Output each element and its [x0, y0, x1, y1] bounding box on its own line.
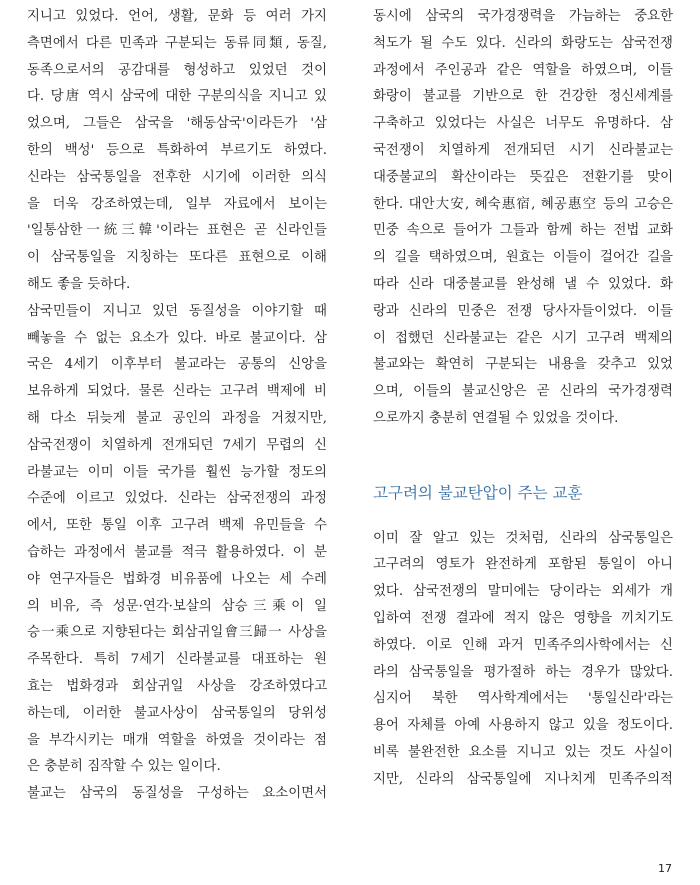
text-line: 효는 법화경과 회삼귀일 사상을 강조하였다고	[27, 678, 327, 694]
text-line: 해 다소 뒤늦게 불교 공인의 과정을 거쳤지만,	[27, 410, 327, 426]
text-line: 국전쟁이 치열하게 전개되던 시기 신라불교는	[373, 142, 673, 158]
text-line: 과정에서 주인공과 같은 역할을 하였으며, 이들	[373, 62, 673, 78]
text-line: '일통삼한一統三韓'이라는 표현은 곧 신라인들	[27, 223, 327, 239]
text-line: 지니고 있었다. 언어, 생활, 문화 등 여러 가지	[27, 9, 327, 24]
text-line: 의 비유, 즉 성문·연각·보살의 삼승三乘이 일	[27, 598, 327, 614]
text-line: 민중 속으로 들어가 그들과 함께 하는 전법 교화	[373, 223, 673, 239]
text-line: 국은 4세기 이후부터 불교라는 공통의 신앙을	[27, 357, 327, 373]
text-line: 심지어 북한 역사학계에서는 '통일신라'라는	[373, 691, 673, 707]
text-line: 랑과 신라의 민중은 전쟁 당사자들이었다. 이들	[373, 303, 673, 319]
text-line: 습하는 과정에서 불교를 적극 활용하였다. 이 분	[27, 544, 327, 560]
text-line: 따라 신라 대중불교를 완성해 낼 수 있었다. 화	[373, 276, 673, 292]
left-column	[27, 4, 327, 808]
text-line: 불교와는 확연히 구분되는 내용을 갖추고 있었	[373, 357, 673, 373]
text-line: 입하여 전쟁 결과에 적지 않은 영향을 끼치기도	[373, 610, 673, 626]
text-line: 라의 삼국통일을 평가절하 하는 경우가 많았다.	[373, 664, 673, 680]
text-line: 고구려의 영토가 완전하게 포함된 통일이 아니	[373, 557, 673, 573]
text-line: 빼놓을 수 없는 요소가 있다. 바로 불교이다. 삼	[27, 330, 327, 346]
section-heading: 고구려의 불교탄압이 주는 교훈	[373, 483, 583, 502]
text-line: 야 연구자들은 법화경 비유품에 나오는 세 수레	[27, 571, 327, 587]
right-column-text-top	[373, 4, 673, 433]
text-line: 이미 잘 알고 있는 것처럼, 신라의 삼국통일은	[373, 530, 673, 546]
text-line: 주목한다. 특히 7세기 신라불교를 대표하는 원	[27, 652, 327, 668]
text-line: 불교는 삼국의 동질성을 구성하는 요소이면서	[27, 786, 327, 802]
text-line: 측면에서 다른 민족과 구분되는 동류同類, 동질,	[27, 35, 327, 51]
text-line: 에서, 또한 통일 이후 고구려 백제 유민들을 수	[27, 518, 327, 534]
text-line: 지만, 신라의 삼국통일에 지나치게 민족주의적	[373, 771, 673, 787]
right-column-text-bottom	[373, 526, 673, 794]
text-line: 비록 불완전한 요소를 지니고 있는 것도 사실이	[373, 744, 673, 760]
text-line: 대중불교의 확산이라는 뜻깊은 전환기를 맞이	[373, 169, 673, 185]
text-line: 삼국전쟁이 치열하게 전개되던 7세기 무렵의 신	[27, 437, 327, 453]
text-line: 용어 자체를 아예 사용하지 않고 있을 정도이다.	[373, 718, 673, 734]
text-line: 이 접했던 신라불교는 같은 시기 고구려 백제의	[373, 330, 673, 346]
page-number: 17	[658, 862, 672, 875]
text-line: 척도가 될 수도 있다. 신라의 화랑도는 삼국전쟁	[373, 35, 673, 51]
text-line: 하였다. 이로 인해 과거 민족주의사학에서는 신	[373, 637, 673, 653]
text-line: 구축하고 있었다는 사실은 너무도 유명하다. 삼	[373, 116, 673, 132]
text-line: 으로까지 충분히 연결될 수 있었을 것이다.	[373, 410, 619, 426]
section-gap	[373, 433, 673, 460]
text-line: 은 충분히 짐작할 수 있는 일이다.	[27, 759, 221, 775]
text-line: 을 부각시키는 매개 역할을 하였을 것이라는 점	[27, 732, 327, 748]
text-line: 었다. 삼국전쟁의 말미에는 당이라는 외세가 개	[373, 584, 673, 600]
text-line: 신라는 삼국통일을 전후한 시기에 이러한 의식	[27, 169, 327, 185]
text-line: 한다. 대안大安, 혜숙惠宿, 혜공惠空 등의 고승은	[373, 196, 673, 212]
text-line: 의 길을 택하였으며, 원효는 이들이 걸어간 길을	[373, 250, 673, 266]
text-line: 해도 좋을 듯하다.	[27, 276, 131, 292]
text-line: 이 삼국통일을 지칭하는 또다른 표현으로 이해	[27, 250, 327, 266]
text-line: 하는데, 이러한 불교사상이 삼국통일의 당위성	[27, 705, 327, 721]
text-line: 한의 백성' 등으로 특화하여 부르기도 하였다.	[27, 142, 327, 158]
text-line: 삼국민들이 지니고 있던 동질성을 이야기할 때	[27, 303, 327, 319]
right-column	[373, 4, 673, 794]
text-line: 을 더욱 강조하였는데, 일부 자료에서 보이는	[27, 196, 327, 212]
text-line: 으며, 이들의 불교신앙은 곧 신라의 국가경쟁력	[373, 384, 673, 400]
text-line: 보유하게 되었다. 물론 신라는 고구려 백제에 비	[27, 384, 327, 400]
text-line: 었으며, 그들은 삼국을 '해동삼국'이라든가 '삼	[27, 116, 327, 132]
text-line: 라불교는 이미 이들 국가를 훨씬 능가할 정도의	[27, 464, 327, 480]
text-line: 승一乘으로 지향된다는 회삼귀일會三歸一 사상을	[27, 625, 327, 641]
text-line: 화랑이 불교를 기반으로 한 건강한 정신세계를	[373, 89, 673, 105]
text-line: 다. 당唐 역시 삼국에 대한 구분의식을 지니고 있	[27, 89, 327, 105]
text-line: 동족으로서의 공감대를 형성하고 있었던 것이	[27, 62, 327, 78]
text-line: 동시에 삼국의 국가경쟁력을 가늠하는 중요한	[373, 9, 673, 24]
text-line: 수준에 이르고 있었다. 신라는 삼국전쟁의 과정	[27, 491, 327, 507]
